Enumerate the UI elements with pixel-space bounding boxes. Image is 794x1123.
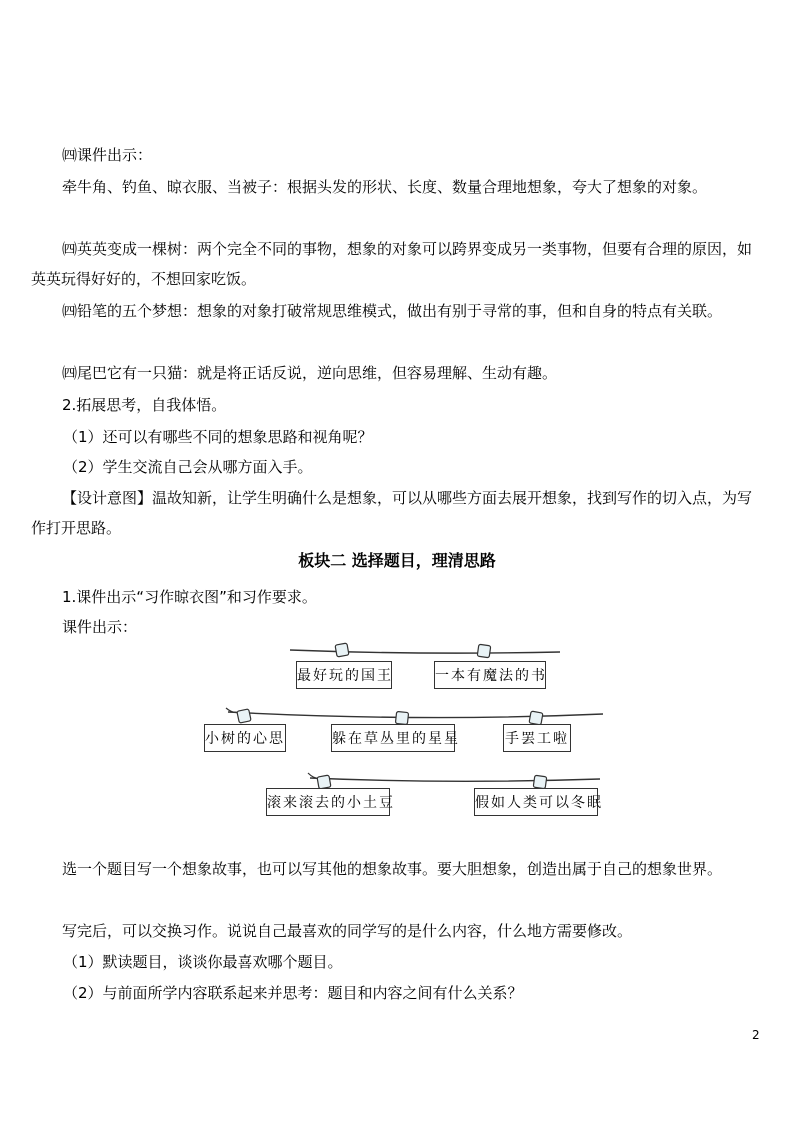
paragraph-yingying-tree: ㈣英英变成一棵树：两个完全不同的事物，想象的对象可以跨界变成另一类事物，但要有合理的原因，如英英玩得好好的，不想回家吃饭。: [31, 240, 753, 288]
question-2: （2）学生交流自己会从哪方面入手。: [63, 458, 313, 476]
paragraph-exchange: 写完后，可以交换习作。说说自己最喜欢的同学写的是什么内容，什么地方需要修改。: [62, 922, 633, 940]
question-read-topics: （1）默读题目，谈谈你最喜欢哪个题目。: [63, 953, 343, 971]
paragraph-extend-thinking: 2.拓展思考，自我体悟。: [62, 396, 227, 414]
page-number: 2: [752, 1028, 760, 1042]
card-stars-in-grass: 躲在草丛里的星星: [331, 724, 455, 752]
card-little-tree: 小树的心思: [204, 724, 286, 752]
card-best-king: 最好玩的国王: [296, 661, 392, 689]
design-intent: 【设计意图】温故知新，让学生明确什么是想象，可以从哪些方面去展开想象，找到写作的切入点，为写作打开思路。: [31, 489, 753, 537]
card-hands-strike: 手罢工啦: [503, 724, 571, 752]
paragraph-courseware-show-2: 课件出示：: [62, 618, 138, 636]
paragraph-hair-imagination: 牵牛角、钓鱼、晾衣服、当被子：根据头发的形状、长度、数量合理地想象，夸大了想象的对象。: [62, 178, 708, 196]
paragraph-courseware-image: 1.课件出示“习作晾衣图”和习作要求。: [62, 588, 317, 606]
paragraph-pencil-dreams: ㈣铅笔的五个梦想：想象的对象打破常规思维模式，做出有别于寻常的事，但和自身的特点有关联。: [62, 302, 723, 320]
paragraph-choose-topic: 选一个题目写一个想象故事，也可以写其他的想象故事。要大胆想象，创造出属于自己的想象世界。: [62, 860, 723, 878]
question-1: （1）还可以有哪些不同的想象思路和视角呢？: [63, 428, 373, 446]
paragraph-courseware-show: ㈣课件出示：: [62, 146, 153, 164]
section-title: 板块二 选择题目，理清思路: [298, 551, 496, 570]
card-rolling-potato: 滚来滚去的小土豆: [266, 788, 390, 816]
paragraph-tail-cat: ㈣尾巴它有一只猫：就是将正话反说，逆向思维，但容易理解、生动有趣。: [62, 364, 558, 382]
card-magic-book: 一本有魔法的书: [434, 661, 546, 689]
card-human-hibernate: 假如人类可以冬眠: [474, 788, 598, 816]
question-topic-content: （2）与前面所学内容联系起来并思考：题目和内容之间有什么关系？: [63, 984, 523, 1002]
